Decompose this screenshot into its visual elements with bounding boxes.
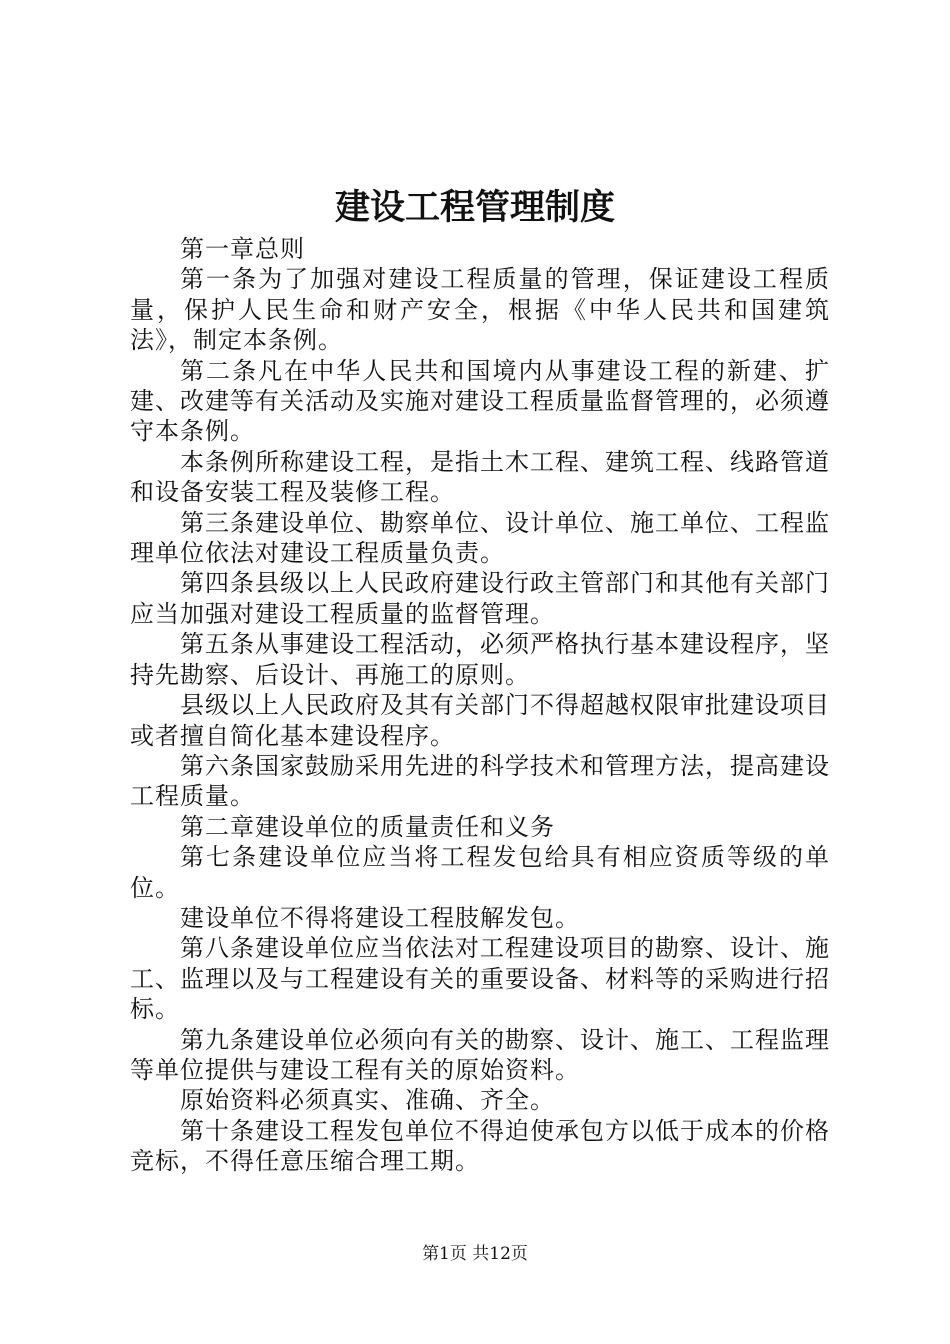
- article-paragraph: 县级以上人民政府及其有关部门不得超越权限审批建设项目或者擅自简化基本建设程序。: [130, 691, 830, 750]
- article-paragraph: 第十条建设工程发包单位不得迫使承包方以低于成本的价格竞标，不得任意压缩合理工期。: [130, 1116, 830, 1176]
- article-paragraph: 第六条国家鼓励采用先进的科学技术和管理方法，提高建设工程质量。: [130, 751, 830, 811]
- page-footer: [0, 1242, 950, 1266]
- document-title: 建设工程管理制度: [334, 187, 615, 228]
- article-paragraph: 第七条建设单位应当将工程发包给具有相应资质等级的单位。: [130, 843, 830, 902]
- article-paragraph: 第三条建设单位、勘察单位、设计单位、施工单位、工程监理单位依法对建设工程质量负责。: [130, 508, 830, 568]
- article-paragraph: 第一条为了加强对建设工程质量的管理，保证建设工程质量，保护人民生命和财产安全，根据《中华人民共和国建筑法》，制定本条例。: [130, 265, 830, 355]
- article-paragraph: 原始资料必须真实、准确、齐全。: [180, 1086, 555, 1115]
- article-paragraph: 建设单位不得将建设工程肢解发包。: [180, 903, 580, 932]
- article-paragraph: 第二条凡在中华人民共和国境内从事建设工程的新建、扩建、改建等有关活动及实施对建设工程质量监督管理的，必须遵守本条例。: [130, 356, 830, 446]
- article-paragraph: 第五条从事建设工程活动，必须严格执行基本建设程序，坚持先勘察、后设计、再施工的原则。: [130, 630, 830, 689]
- article-paragraph: 第九条建设单位必须向有关的勘察、设计、施工、工程监理等单位提供与建设工程有关的原始资料。: [130, 1025, 830, 1084]
- article-paragraph: 本条例所称建设工程，是指土木工程、建筑工程、线路管道和设备安装工程及装修工程。: [130, 447, 830, 507]
- chapter-heading: 第二章建设单位的质量责任和义务: [180, 812, 555, 841]
- chapter-heading: 第一章总则: [180, 235, 305, 263]
- page-number: 第1页: [422, 1244, 467, 1264]
- article-paragraph: 第八条建设单位应当依法对工程建设项目的勘察、设计、施工、监理以及与工程建设有关的重要设备、材料等的采购进行招标。: [130, 934, 830, 1024]
- document-body: [130, 234, 830, 1177]
- article-paragraph: 第四条县级以上人民政府建设行政主管部门和其他有关部门应当加强对建设工程质量的监督管理。: [130, 569, 830, 628]
- total-pages: 共12页: [472, 1244, 528, 1264]
